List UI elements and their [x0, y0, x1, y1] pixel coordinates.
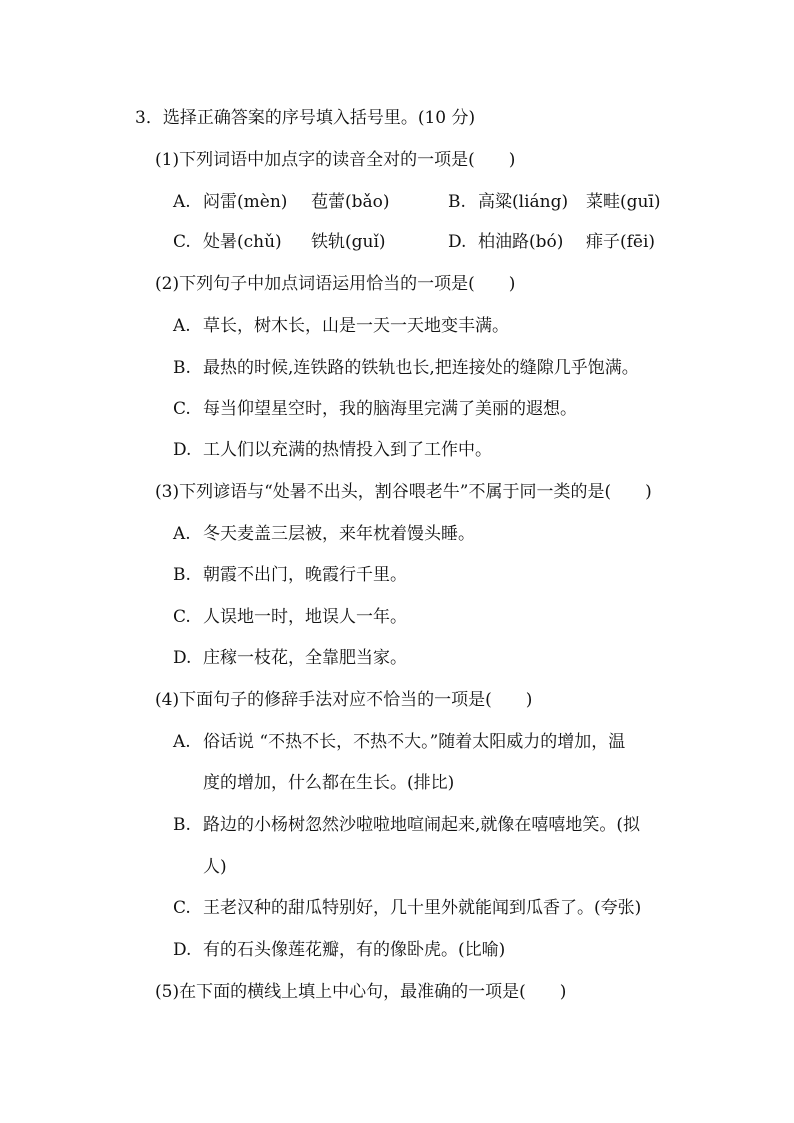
word: 铁轨(guǐ) [311, 232, 386, 252]
option-4a [173, 731, 625, 753]
option-text: 庄稼一枝花，全靠肥当家。 [203, 648, 407, 668]
option-text: 冬天麦盖三层被，来年枕着馒头睡。 [203, 524, 475, 544]
option-4c [173, 897, 641, 919]
option-2a [173, 315, 509, 337]
option-4a-continuation: 度的增加，什么都在生长。(排比) [203, 773, 455, 793]
option-2d [173, 439, 492, 461]
option-1b [448, 191, 661, 213]
option-label: B. [173, 565, 191, 585]
option-text: 俗话说 “不热不长，不热不大。”随着太阳威力的增加，温 [203, 732, 626, 752]
sub-question-4-stem: (4)下面句子的修辞手法对应不恰当的一项是( ) [155, 690, 533, 710]
option-text: 有的石头像莲花瓣，有的像卧虎。(比喻) [203, 940, 506, 960]
option-label: A. [173, 316, 191, 336]
option-3d [173, 647, 407, 669]
option-text: 人误地一时，地误人一年。 [203, 607, 407, 627]
option-3c [173, 606, 407, 628]
option-4b-continuation: 人) [203, 857, 227, 877]
sub-question-2-stem: (2)下列句子中加点词语运用恰当的一项是( ) [155, 274, 516, 294]
word: 柏油路(bó) [478, 232, 564, 252]
option-1a [173, 191, 390, 213]
word: 高粱(liáng) [478, 192, 569, 212]
word: 苞蕾(bǎo) [311, 192, 390, 212]
sub-question-3-stem: (3)下列谚语与“处暑不出头，割谷喂老牛”不属于同一类的是( ) [155, 482, 652, 502]
question-title: 3．选择正确答案的序号填入括号里。(10 分) [135, 108, 476, 128]
option-text: 草长，树木长，山是一天一天地变丰满。 [203, 316, 509, 336]
option-label: A. [173, 192, 191, 212]
word: 痱子(fēi) [586, 232, 656, 252]
option-2b [173, 357, 639, 379]
sub-question-5-stem: (5)在下面的横线上填上中心句，最准确的一项是( ) [155, 982, 567, 1002]
option-3a [173, 523, 475, 545]
option-text: 朝霞不出门，晚霞行千里。 [203, 565, 407, 585]
option-label: A. [173, 732, 191, 752]
option-1c [173, 231, 386, 253]
option-text: 王老汉种的甜瓜特别好，几十里外就能闻到瓜香了。(夸张) [203, 898, 642, 918]
option-label: B. [173, 358, 191, 378]
option-label: D. [173, 648, 192, 668]
option-label: C. [173, 399, 191, 419]
option-label: D. [448, 232, 467, 252]
option-4b [173, 814, 640, 836]
word: 菜畦(guī) [586, 192, 661, 212]
option-text: 每当仰望星空时，我的脑海里完满了美丽的遐想。 [203, 399, 577, 419]
word: 处暑(chǔ) [203, 232, 282, 252]
word: 闷雷(mèn) [203, 192, 288, 212]
option-3b [173, 564, 407, 586]
sub-question-1-stem: (1)下列词语中加点字的读音全对的一项是( ) [155, 150, 516, 170]
option-text: 工人们以充满的热情投入到了工作中。 [203, 440, 492, 460]
option-text: 最热的时候,连铁路的铁轨也长,把连接处的缝隙几乎饱满。 [203, 358, 639, 378]
option-label: C. [173, 232, 191, 252]
option-label: B. [448, 192, 466, 212]
option-label: C. [173, 607, 191, 627]
option-2c [173, 398, 577, 420]
option-label: B. [173, 815, 191, 835]
option-label: D. [173, 940, 192, 960]
option-4d [173, 939, 505, 961]
option-1d [448, 231, 655, 253]
option-label: D. [173, 440, 192, 460]
option-label: C. [173, 898, 191, 918]
option-text: 路边的小杨树忽然沙啦啦地喧闹起来,就像在嘻嘻地笑。(拟 [203, 815, 641, 835]
option-label: A. [173, 524, 191, 544]
